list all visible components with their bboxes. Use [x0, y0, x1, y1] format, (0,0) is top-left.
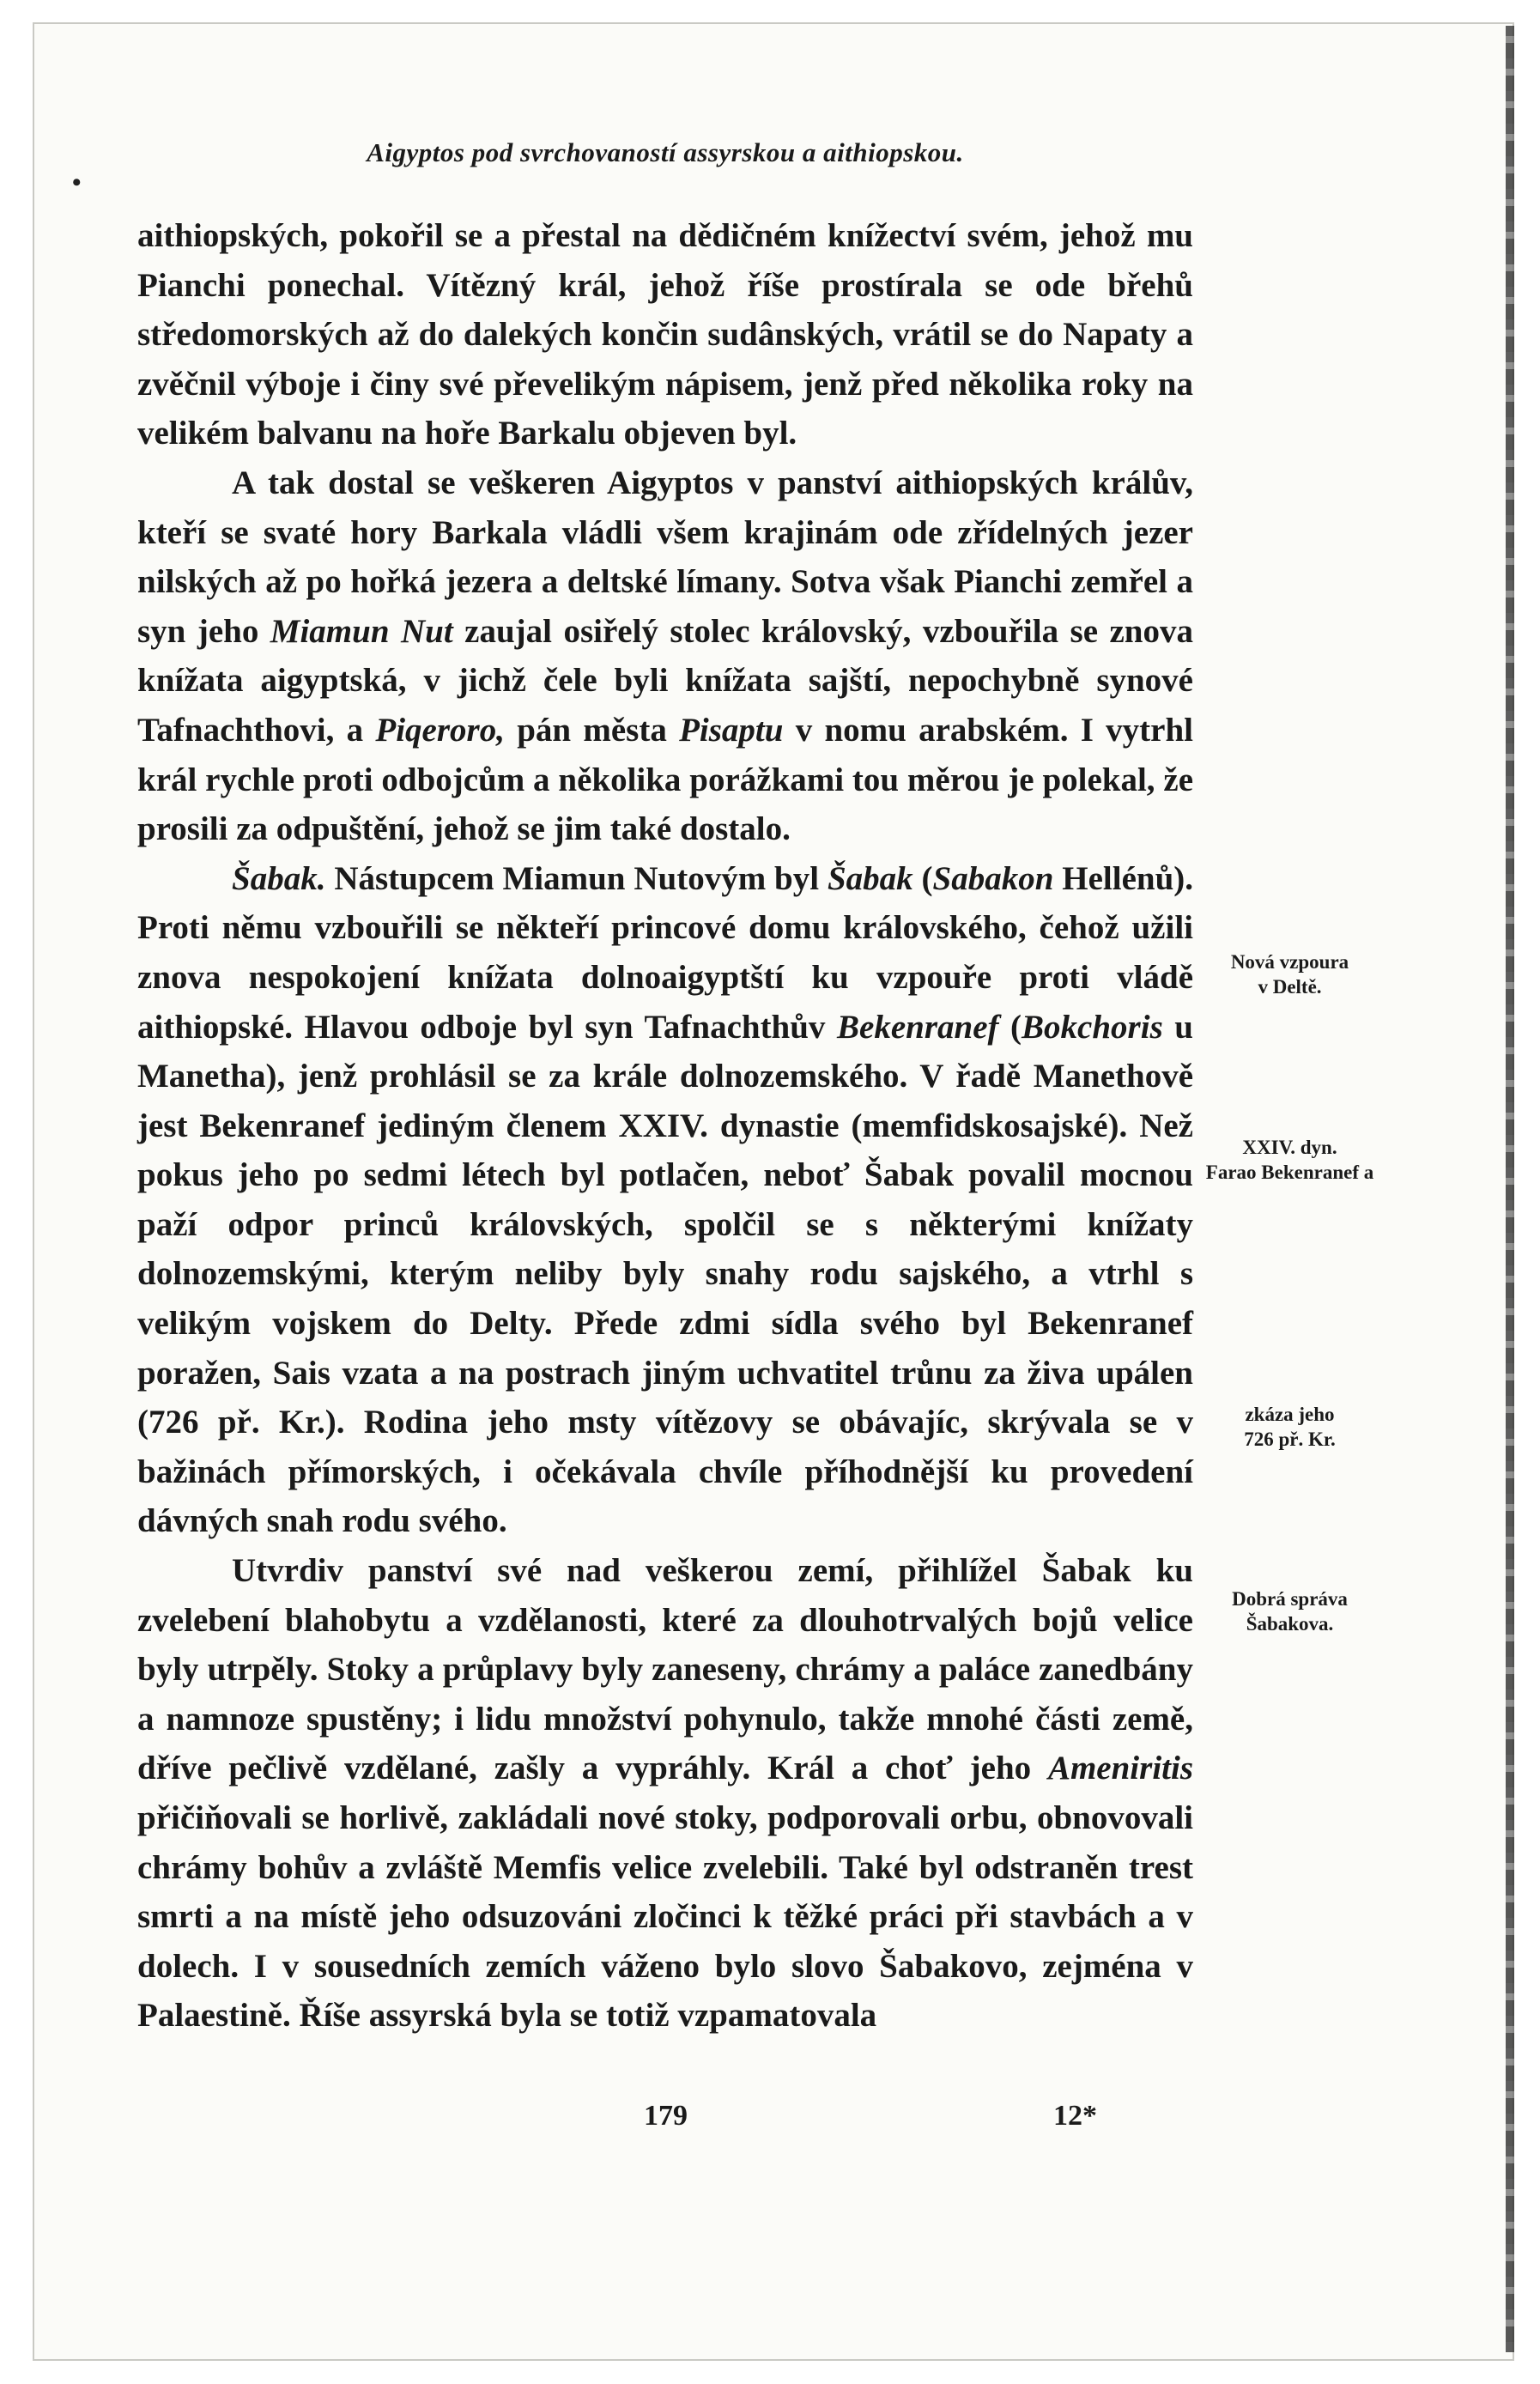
text-run: pán města: [504, 711, 680, 749]
margin-note-downfall: [1202, 1402, 1378, 1452]
text-run: (: [912, 859, 933, 897]
italic-run: Sabakon: [932, 859, 1054, 897]
paragraph-1: [137, 211, 1193, 458]
text-run: u Manetha), jenž prohlásil se za krále dolnozemského. V řadě Manethově jest Bekenranef jediným členem XXIV. dynastie (memfidskosajské). Než pokus jeho po sedmi létech byl potlačen, neboť Šabak povalil mocnou paží odpor princů královských, spolčil se s některými knížaty dolnozemskými, kterým neliby byly snahy rodu sajského, a vtrhl s velikým vojskem do Delty. Přede zdmi sídla svého byl Bekenranef poražen, Sais vzata a na postrach jiným uchvatitel trůnu za živa upálen (726 př. Kr.). Rodina jeho msty vítězovy se obávajíc, skrývala se v bažinách přímorských, i očekávala chvíle příhodnější ku provedení dávných snah rodu svého.: [137, 1008, 1193, 1540]
margin-note-line: Dobrá správa: [1232, 1588, 1348, 1610]
margin-note-line: zkáza jeho: [1245, 1404, 1335, 1425]
margin-note-line: Nová vzpoura: [1230, 951, 1349, 973]
text-run: v nomu arabském. I vytrhl král rychle proti odbojcům a několika porážkami tou měrou je polekal, že prosili za odpuštění, jehož se jim také dostalo.: [137, 711, 1194, 848]
margin-note-line: XXIV. dyn.: [1242, 1137, 1337, 1158]
italic-run: Bokchoris: [1022, 1008, 1163, 1046]
page-number: 179: [644, 2100, 688, 2132]
text-run: Utvrdiv panství své nad veškerou zemí, přihlížel Šabak ku zvelebení blahobytu a vzdělanosti, které za dlouhotrvalých bojů velice byly utrpěly. Stoky a průplavy byly zaneseny, chrámy a paláce zanedbány a namnoze spustěny; i lidu množství pohynulo, takže mnohé části země, dříve pečlivě vzdělané, zašly a vypráhly. Král a choť jeho: [137, 1552, 1193, 1787]
text-run: přičiňovali se horlivě, zakládali nové stoky, podporovali orbu, obnovovali chrámy bohův a zvláště Memfis velice zvelebili. Také byl odstraněn trest smrti a na místě jeho odsuzováni zločinci k těžké práci při stavbách a v dolech. I v sousedních zemích váženo bylo slovo Šabakovo, zejména v Palaestině. Říše assyrská byla se totiž vzpamatovala: [137, 1799, 1193, 2035]
signature-mark: 12*: [1053, 2100, 1097, 2132]
stray-mark: •: [72, 168, 82, 197]
margin-note-good-rule: [1202, 1586, 1378, 1636]
paragraph-2: [137, 458, 1193, 854]
margin-note-dynasty: [1202, 1135, 1378, 1185]
margin-note-line: Šabakova.: [1246, 1613, 1334, 1635]
italic-run: Bekenranef: [837, 1008, 999, 1046]
text-run: Nástupcem Miamun Nutovým byl: [325, 859, 828, 897]
text-run: zaujal osiřelý stolec královský, vzbouřila se znova knížata aigyptská, v jichž čele byli knížata sajští, nepochybně synové Tafnachthovi, a: [137, 612, 1193, 749]
italic-run: Miamun Nut: [270, 612, 453, 650]
paragraph-4: [137, 1546, 1193, 2041]
italic-run: Šabak: [827, 859, 913, 897]
margin-note-line: 726 př. Kr.: [1244, 1429, 1336, 1450]
italic-run: Šabak.: [232, 859, 326, 897]
italic-run: Pisaptu: [679, 711, 784, 749]
italic-run: Ameniritis: [1047, 1750, 1193, 1787]
paragraph-3: [137, 854, 1193, 1546]
text-run: Hellénů). Proti němu vzbouřili se někteří princové domu královského, čehož užili znova nespokojení knížata dolnoaigyptští ku vzpouře proti vládě aithiopské. Hlavou odboje byl syn Tafnachthův: [137, 859, 1193, 1046]
margin-note-new-revolt: [1202, 949, 1378, 999]
italic-run: Piqeroro,: [375, 711, 505, 749]
text-run: aithiopských, pokořil se a přestal na dědičném knížectví svém, jehož mu Pianchi ponechal. Vítězný král, jehož říše prostírala se ode břehů středomorských až do dalekých končin sudânských, vrátil se do Napaty a zvěčnil výboje i činy své převelikým nápisem, jenž před několika roky na velikém balvanu na hoře Barkalu objeven byl.: [137, 217, 1193, 452]
margin-note-line: Farao Bekenranef a: [1205, 1162, 1374, 1183]
running-head: Aigyptos pod svrchovaností assyrskou a aithiopskou.: [367, 137, 964, 167]
margin-note-line: v Deltě.: [1258, 976, 1322, 998]
text-run: (: [998, 1008, 1022, 1046]
page-edge-shadow: [1506, 26, 1514, 2352]
text-run: A tak dostal se veškeren Aigyptos v panství aithiopských králův, kteří se svaté hory Barkala vládli všem krajinám ode zřídelných jezer nilských až po hořká jezera a deltské límany. Sotva však Pianchi zemřel a syn jeho: [137, 464, 1193, 650]
body-text: [137, 211, 1193, 2041]
